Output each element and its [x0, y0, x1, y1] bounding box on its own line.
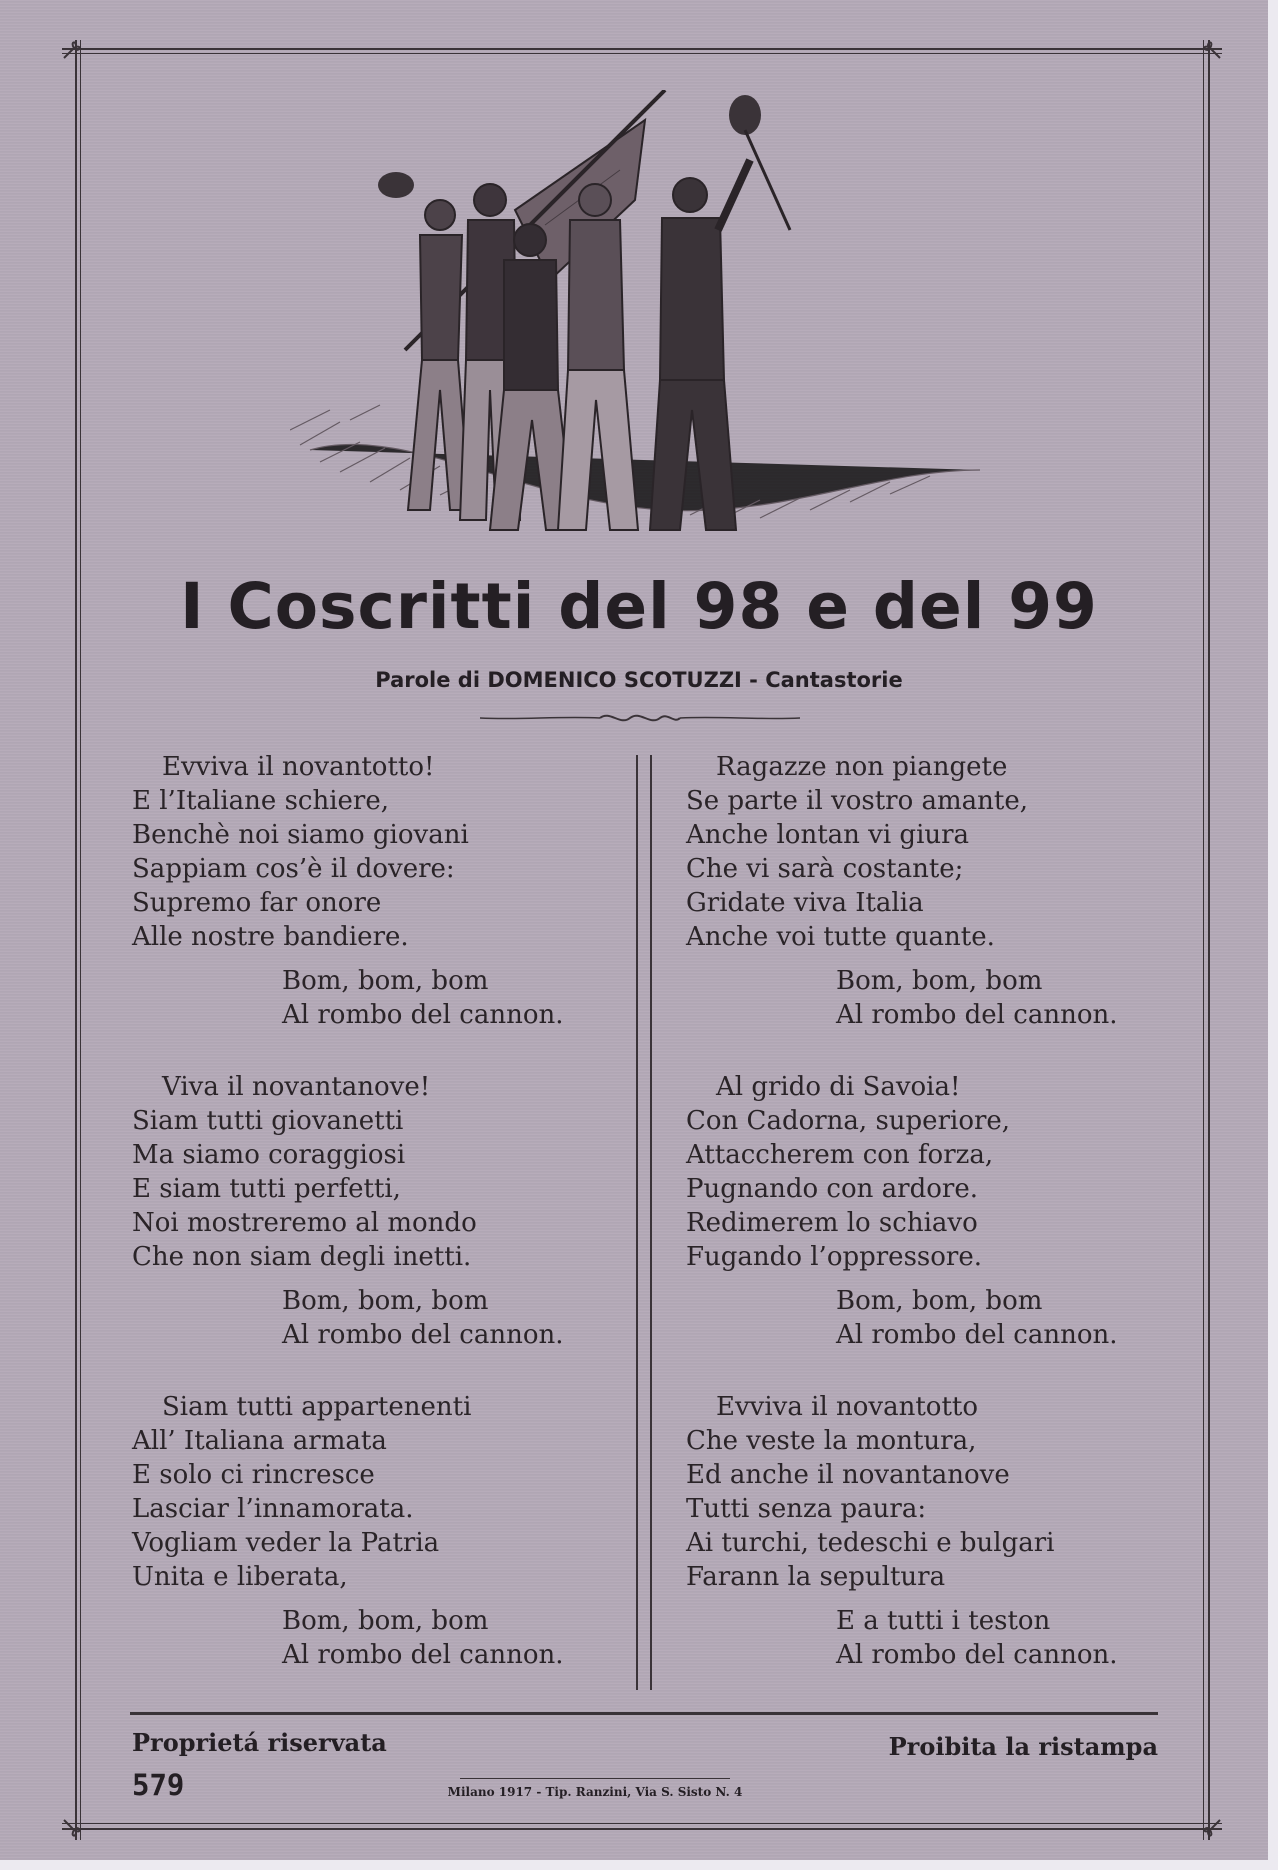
imprint-rule	[460, 1778, 730, 1779]
verse-line: E solo ci rincresce	[132, 1460, 375, 1490]
left-border	[75, 40, 77, 1840]
verse-line: Unita e liberata,	[132, 1562, 348, 1592]
refrain-line: E a tutti i teston	[836, 1606, 1051, 1636]
verse-line: Anche voi tutte quante.	[686, 922, 995, 952]
verse-line: Evviva il novantotto	[716, 1392, 979, 1422]
verse-line: Benchè noi siamo giovani	[132, 820, 469, 850]
verse-line: Al grido di Savoia!	[716, 1072, 961, 1102]
verse-line: Vogliam veder la Patria	[132, 1528, 440, 1558]
bottom-border-inner	[62, 1823, 1222, 1824]
verse-line: Che non siam degli inetti.	[132, 1242, 472, 1272]
verse-line: Alle nostre bandiere.	[132, 922, 409, 952]
refrain-line: Al rombo del cannon.	[836, 1320, 1118, 1350]
footer-rights: Proprietá riservata	[132, 1728, 387, 1757]
printer-imprint: Milano 1917 - Tip. Ranzini, Via S. Sisto N. 4	[447, 1785, 743, 1799]
verse-line: Con Cadorna, superiore,	[686, 1106, 1011, 1136]
verse-line: Siam tutti appartenenti	[162, 1392, 472, 1422]
verse-line: Anche lontan vi giura	[686, 820, 970, 850]
verse-line: Fugando l’oppressore.	[686, 1242, 982, 1272]
refrain-line: Al rombo del cannon.	[282, 1000, 564, 1030]
corner-ornament-icon	[62, 36, 86, 60]
top-border	[62, 48, 1222, 50]
footer-rule	[130, 1712, 1158, 1715]
verse-line: Se parte il vostro amante,	[686, 786, 1029, 816]
divider-ornament-icon	[480, 706, 800, 730]
right-column	[686, 750, 1206, 1699]
verse-line: Evviva il novantotto!	[162, 752, 435, 782]
verse-line: Pugnando con ardore.	[686, 1174, 978, 1204]
refrain-line: Al rombo del cannon.	[836, 1000, 1118, 1030]
verse-line: All’ Italiana armata	[132, 1426, 387, 1456]
left-column	[132, 750, 652, 1699]
corner-ornament-icon	[62, 1818, 86, 1842]
verse-line: Sappiam cos’è il dovere:	[132, 854, 455, 884]
page-title: I Coscritti del 98 e del 99	[180, 570, 1098, 643]
verse-line: Ai turchi, tedeschi e bulgari	[686, 1528, 1055, 1558]
stanza	[686, 1390, 1206, 1672]
corner-ornament-icon	[1198, 36, 1222, 60]
verse-line: Attaccherem con forza,	[686, 1140, 994, 1170]
stanza	[686, 750, 1206, 1032]
page-number: 579	[132, 1768, 185, 1802]
refrain-line: Bom, bom, bom	[836, 966, 1043, 996]
verse-line: E siam tutti perfetti,	[132, 1174, 401, 1204]
refrain-line: Bom, bom, bom	[282, 1606, 489, 1636]
right-border	[1208, 40, 1210, 1840]
scan-margin-right	[1268, 0, 1278, 1870]
refrain-line: Bom, bom, bom	[836, 1286, 1043, 1316]
verse-line: Ragazze non piangete	[716, 752, 1008, 782]
verse-line: Che vi sarà costante;	[686, 854, 964, 884]
refrain-line: Al rombo del cannon.	[282, 1640, 564, 1670]
refrain-line: Al rombo del cannon.	[282, 1320, 564, 1350]
top-border-inner	[62, 53, 1222, 54]
stanza	[132, 750, 652, 1032]
verse-line: Lasciar l’innamorata.	[132, 1494, 414, 1524]
refrain-line: Bom, bom, bom	[282, 966, 489, 996]
verse-line: Noi mostreremo al mondo	[132, 1208, 477, 1238]
left-border-inner	[80, 40, 81, 1840]
scan-margin-bottom	[0, 1860, 1278, 1870]
verse-line: Viva il novantanove!	[162, 1072, 431, 1102]
stanza	[132, 1070, 652, 1352]
verse-line: Gridate viva Italia	[686, 888, 924, 918]
stanza	[686, 1070, 1206, 1352]
verse-line: E l’Italiane schiere,	[132, 786, 390, 816]
conscripts-illustration	[290, 90, 980, 560]
verse-line: Siam tutti giovanetti	[132, 1106, 404, 1136]
verse-line: Ed anche il novantanove	[686, 1460, 1010, 1490]
verse-line: Tutti senza paura:	[686, 1494, 927, 1524]
footer-reprint: Proibita la ristampa	[888, 1732, 1158, 1761]
corner-ornament-icon	[1198, 1818, 1222, 1842]
verse-line: Supremo far onore	[132, 888, 382, 918]
verse-line: Redimerem lo schiavo	[686, 1208, 978, 1238]
verse-line: Ma siamo coraggiosi	[132, 1140, 406, 1170]
stanza	[132, 1390, 652, 1672]
bottom-border	[62, 1828, 1222, 1830]
refrain-line: Al rombo del cannon.	[836, 1640, 1118, 1670]
page-subtitle: Parole di DOMENICO SCOTUZZI - Cantastorie	[375, 668, 903, 692]
refrain-line: Bom, bom, bom	[282, 1286, 489, 1316]
verse-line: Farann la sepultura	[686, 1562, 946, 1592]
verse-line: Che veste la montura,	[686, 1426, 977, 1456]
